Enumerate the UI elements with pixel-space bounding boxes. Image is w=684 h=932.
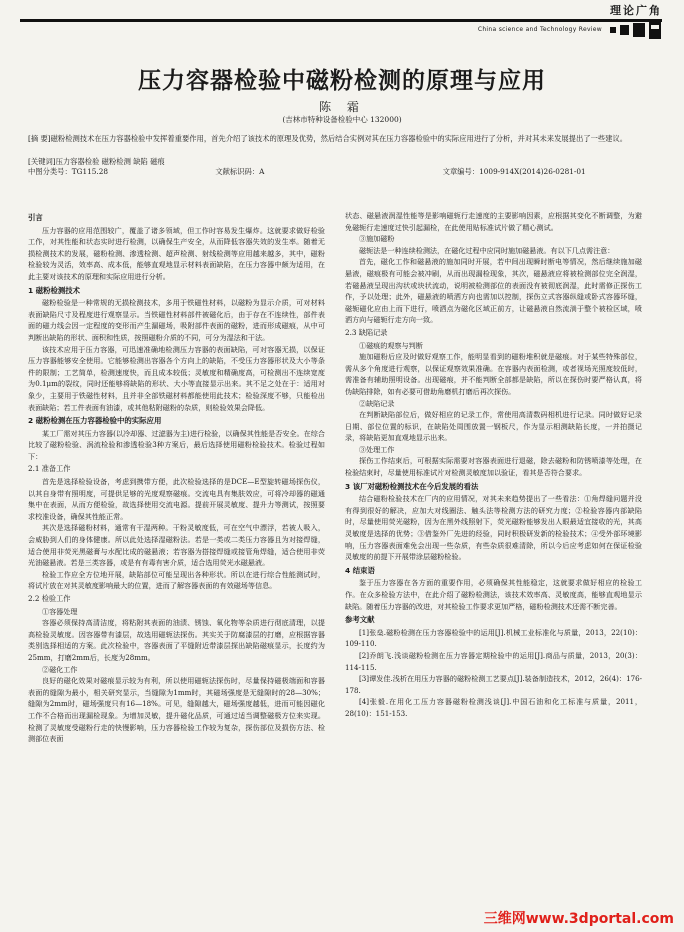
reference-item: [1]张燊.磁粉检测在压力容器检验中的运用[J].机械工业标准化与质量，2013，22(10)：109-110. [345,627,642,649]
subsection-heading: 2.3 缺陷记录 [345,327,388,337]
section-heading: 参考文献 [345,615,375,625]
section-heading: 4 结束语 [345,565,375,575]
affiliation: (吉林市特种设备检验中心 132000) [282,115,402,124]
section-heading: 1 磁粉检测技术 [28,285,81,295]
abstract: [摘 要]磁粉检测技术在压力容器检验中发挥着重要作用，首先介绍了该技术的原理及优势，然后结合实例对其在压力容器检验中的实际应用进行了分析，并对其未来发展提出了一些建议。 [28,134,628,143]
subsection-heading: 2.1 准备工作 [28,464,71,474]
document-code: 文献标识码：A [215,167,265,176]
watermark: 三维网www.3dportal.com [480,908,678,928]
section-heading: 3 该厂对磁粉检测技术在今后发展的看法 [345,481,479,491]
subsection-heading: 2.2 检验工作 [28,594,71,603]
paragraph: 磁轭法是一种连续检测法，在磁化过程中应同时施加磁悬液。有以下几点需注意： [359,245,615,255]
paragraph: 压力容器的应用范围较广，覆盖了诸多领域，但工作时容易发生爆炸。这就要求做好检验工作，对其性能和状态实时进行检测，以确保生产安全，从而降低容器失效的发生率。随着无损检测技术的发展，磁粉检测、渗透检测、超声检测、射线检测等应用越来越多，其中，磁粉检验较为灵活，效率高、成本低，能够直观地显示材料表面缺陷，在压力容器中颇为适用，在此主要对该技术的原理和实际应用进行分析。 [28,225,325,281]
classification-line [28,166,656,177]
paragraph: 磁粉检验是一种常规的无损检测技术，多用于铁磁性材料，以磁粉为显示介质，可对材料表面缺陷尺寸及程度进行观察显示。当铁磁性材料部件被磁化后，由于存在不连续性，部件表面的磁力线会因一定程度的变形而产生漏磁场，吸附部件表面的磁粉，进而形成磁痕，从中可判断出缺陷的形状、面积和性质，按照磁粉介质的不同，可分为湿法和干法。 [28,298,325,342]
paragraph: 状态、磁悬液润湿性能等是影响磁轭行走速度的主要影响因素，应根据其变化不断调整，为避免磁轭行走速度过快引起漏检，在此使用贴标准试片做了精心测试。 [345,211,642,232]
header-rule [20,19,662,22]
reference-item: [3]谭发佳.浅析在用压力容器的磁粉检测工艺要点[J].装备制造技术，2012，26(4)：176-178. [345,674,642,695]
author: 陈 霜 [319,100,365,114]
reference-item: [4]张毅.在用化工压力容器磁粉检测浅谈[J].中国石油和化工标准与质量，2011，28(10)：151-153. [345,697,642,718]
item-heading: ②缺陷记录 [359,398,395,408]
journal-logo-icon [608,22,662,40]
left-column [28,210,325,745]
reference-item: [2]乔朗飞.浅谈磁粉检测在压力容器定期检验中的运用[J].商品与质量，2013，20(3)：114-115. [345,650,642,672]
paragraph: 首先是选择检验设备，考虑到携带方便，此次检验选择的是DCE—E型旋转磁场探伤仪，以其自身带有照明度，可提供足够的光度观察磁痕。交流电具有集肤效应，可将冷却器的磁通集中在表面，从而方便检验，故选择使用交流电源。提前开展灵敏度、提升力等测试，按照要求校准设备，确保其性能正常。 [28,477,325,521]
paragraph: 检验工作应全方位地开展，缺陷部位可能呈现出各种形状。所以在进行综合性能测试时，将试片放在对其灵敏度影响最大的位置，进而了解容器表面的有效磁场等信息。 [28,569,325,591]
paragraph: 施加磁粉后应及时做好观察工作，能明显看到的磁粉堆积就是磁痕。对于某些特殊部位，需从多个角度进行观察，以保证观察效果准确。在容器内表面检测，或者视场光照度较低时，需准备有辅助照明设备。出现磁痕，并不能判断全部都是缺陷，所以在探伤时要严格认真，将伪缺陷排除，如有必要可借助角磨机打磨后再次探伤。 [345,352,642,396]
item-heading: ③施加磁粉 [359,234,395,244]
paragraph: 探伤工作结束后，可根据实际需要对容器表面进行退磁，除去磁粉和防锈喷漆等处理，在检验结束时，尽量使用标准试片对检测灵敏度加以验证，看其是否符合要求。 [345,456,642,478]
item-heading: ①磁痕的观察与判断 [359,340,423,350]
paragraph: 结合磁粉检验技术在厂内的应用情况，对其未来趋势提出了一些看法：①角焊缝问题并没有得到很好的解决，应加大对线圈法、触头法等检测方法的研究力度；②检验容器内部缺陷时，尽量使用荧光磁粉，因为在黑外线照射下，荧光磁粉能够发出人眼最适宜接收的光，其高灵敏度是选择的优势；③借鉴外厂先进的经验，同时积极研发新的检验技术；④受外部环境影响，压力容器表面难免会出现一些杂质，有些杂质很难清除，所以今后应考虑如何在保证检验灵敏度的前提下开展带涂层磁粉检验。 [345,494,642,562]
paragraph: 该技术应用于压力容器，可迅速准确地检测压力容器的表面缺陷，可对容器无损，以保证压力容器能够安全使用。它能够检测出容器各个方向上的缺陷，不受压力容器形状及大小等条件的限制；工艺简单，检测速度快，而且成本较低；灵敏度和精确度高，可检测出不连续宽度为0.1μm的裂纹，同时还能够将缺陷的形状、大小等直接显示出来。其不足之处在于：适用对象少，主要用于铁磁性材料，且并非全部铁磁材料都能使用此技术；检验深度不够，只能检出表面缺陷；若工件表面有油漆，或其他粘附磁粉的杂质，则检验效果会降低。 [28,344,325,412]
paragraph: 其次是选择磁粉材料，通常有干湿两种。干粉灵敏度低，可在空气中漂浮，若被人吸入，会威胁到人们的身体健康。所以此处选择湿磁粉法。若是一类或二类压力容器且为对接焊缝，适合使用非荧光黑磁膏与水配比成的磁悬液；若容器为搭接焊缝或接管角焊缝，适合使用非荧光油磁悬液。若是三类容器，或是有有毒有害介质，适合选用荧光水磁悬液。 [28,523,325,568]
section-heading: 引言 [28,213,43,222]
item-heading: ②磁化工作 [42,664,78,674]
article-title: 压力容器检验中磁粉检测的原理与应用 [138,67,546,94]
article-number: 文章编号：1009-914X(2014)26-0281-01 [442,167,586,176]
paragraph: 某工厂需对其压力容器(以冷却器、过滤器为主)进行检验，以确保其性能是否安全。在综合比较了磁粉检验、涡流检验和渗透检验3种方案后，最后选择使用磁粉检验技术。检验过程如下： [28,428,325,461]
right-column [345,210,642,720]
item-heading: ①容器处理 [42,606,78,616]
paragraph: 在判断缺陷部位后，做好相应的记录工作，常使用高清数码相机进行记录。同时做好记录日期、部位位置的标识，在缺陷处周围放置一钢板尺，作为显示相测缺陷长度，一并拍摄记录，将缺陷更加直观地显示出来。 [345,410,642,443]
clc-number: 中图分类号：TG115.28 [28,167,109,176]
keywords: [关键词]压力容器检验 磁粉检测 缺陷 磁痕 [28,157,165,166]
section-heading: 2 磁粉检测在压力容器检验中的实际应用 [28,416,162,426]
journal-name: China science and Technology Review [477,26,602,33]
item-heading: ③处理工作 [359,444,395,454]
header-section-label: 理论广角 [610,4,662,17]
paragraph: 鉴于压力容器在各方面的重要作用，必须确保其性能稳定，这就要求做好相应的检验工作。在众多检验方法中，在此介绍了磁粉检测法，该技术效率高、灵敏度高，能够直观地显示缺陷。随着压力容器的改进，对其检验工作要求更加严格，磁粉检测技术还需不断完善。 [345,578,642,611]
paragraph: 首先，磁化工作和磁悬液的施加同时开展，若中间出现瞬时断电等情况，然后继续施加磁悬液，磁痕极有可能会被冲刷，从而出现漏检现象，其次，磁悬液应将被检测部位完全润湿，若磁悬液呈现出沟状或块状流动，说明被检测部位的表面没有被彻底润湿，此时需修正探伤工作，予以处理；此外，磁悬液的喷洒方向也需加以控制，探伤立式容器纵缝或卧式容器环缝，磁轭磁化应由上而下进行，喷洒点为磁化区域正前方，让磁悬液自然流淌于整个被检区域，喷洒方向与磁轭行走方向一致。 [345,257,642,325]
paragraph: 良好的磁化效果对磁痕显示较为有利，所以使用磁轭法探伤时，尽量保持磁极端面和容器表面的缝隙为最小，相关研究显示，当缝隙为1mm时，其磁场强度是无缝隙时的28—30%；缝隙为2mm时，磁场强度只有16—18%。可见，缝隙越大，磁场强度越低，进而可能因磁化工作不合格而出现漏检现象。为增加灵敏，提升磁化品质，可通过适当调整磁极方位来实现。检测了灵敏度受磁粉行走的快慢影响，压力容器检验工作较为复杂，探伤部位及损伤方法、检测部位表面 [28,676,325,744]
paragraph: 容器必须保持高清洁度，将粘附其表面的油渍、锈蚀、氧化物等杂质进行彻底清理，以提高检验灵敏度。因容器带有漆层，故选用磁轭法探伤。其实关于防腐漆层的打磨，应根据容器类别选择相适的方案。此次检验中，容器表面了平缝附近带漆层探出缺陷磁痕显示，长度约为25mm，打磨2mm后，长度为28mm。 [28,618,325,662]
